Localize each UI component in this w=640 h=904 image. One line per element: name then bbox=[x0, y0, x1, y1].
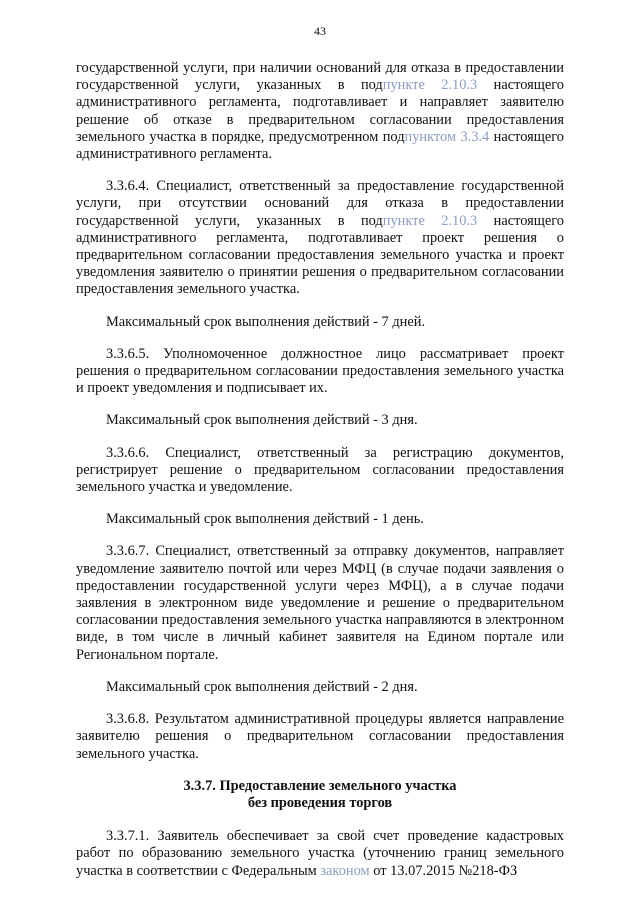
paragraph-1 bbox=[76, 60, 564, 163]
text: 3.3.7.1. Заявитель обеспечивает за свой счет проведение кадастровых работ по образованию земельного участка (уточнению границ земельного участка в соответствии с Федеральным bbox=[76, 828, 564, 879]
text: 3.3.6.4. Специалист, ответственный за предоставление государственной услуги, при отсутствии оснований для отказа в предоставлении государственной услуги, указанных в под bbox=[76, 178, 564, 229]
document-body bbox=[76, 60, 564, 895]
text: настоящего административного регламента, подготавливает и направляет заявителю решение об отказе в предварительном согласовании предоставления земельного участка в порядке, предусмотренном под bbox=[76, 77, 565, 145]
text: настоящего административного регламента. bbox=[76, 128, 565, 163]
deadline-7-days: Максимальный срок выполнения действий - 7 дней. bbox=[106, 313, 426, 330]
paragraph-3-3-6-7: 3.3.6.7. Специалист, ответственный за отправку документов, направляет уведомление заявителю почтой или через МФЦ (в случае подачи заявления о предоставлении государственной услуги через МФЦ), а в случае подачи заявления в электронном виде уведомление и решение о предварительном согласовании предоставления земельного участка направляются в электронном виде, в том числе в личный кабинет заявителя на Едином портале или Региональном портале. bbox=[76, 543, 564, 663]
text: государственной услуги, при наличии оснований для отказа в предоставлении государственной услуги, указанных в под bbox=[76, 60, 564, 94]
text: от 13.07.2015 №218-ФЗ bbox=[369, 862, 518, 879]
paragraph-3-3-6-8: 3.3.6.8. Результатом административной процедуры является направление заявителю решения о предварительном согласовании предоставления земельного участка. bbox=[76, 711, 564, 762]
heading-line-1: 3.3.7. Предоставление земельного участка bbox=[183, 777, 457, 794]
heading-line-2: без проведения торгов bbox=[247, 794, 393, 811]
text: настоящего административного регламента, подготавливает проект решения о предварительном согласовании предоставления земельного участка и проект уведомления заявителю о принятии решения о предварительном согласовании предоставления земельного участка. bbox=[76, 212, 565, 298]
page-number: 43 bbox=[314, 24, 326, 38]
deadline-3-days: Максимальный срок выполнения действий - 3 дня. bbox=[106, 412, 418, 429]
section-heading-3-3-7 bbox=[76, 778, 564, 812]
paragraph-3-3-7-1 bbox=[76, 828, 564, 880]
paragraph-3-3-6-5: 3.3.6.5. Уполномоченное должностное лицо рассматривает проект решения о предварительном согласовании предоставления земельного участка и проект уведомления и подписывает их. bbox=[76, 345, 564, 397]
link-clause-2-10-3[interactable]: пункте 2.10.3 bbox=[382, 77, 478, 94]
paragraph-3-3-6-4 bbox=[76, 178, 564, 298]
paragraph-3-3-6-6: 3.3.6.6. Специалист, ответственный за регистрацию документов, регистрирует решение о предварительном согласовании предоставления земельного участка и уведомление. bbox=[76, 444, 564, 496]
link-law[interactable]: законом bbox=[320, 862, 370, 879]
link-clause-3-3-4[interactable]: пунктом 3.3.4 bbox=[404, 128, 490, 145]
deadline-1-day: Максимальный срок выполнения действий - 1 день. bbox=[106, 511, 424, 528]
link-clause-2-10-3[interactable]: пункте 2.10.3 bbox=[382, 212, 478, 229]
deadline-2-days: Максимальный срок выполнения действий - 2 дня. bbox=[106, 678, 418, 695]
